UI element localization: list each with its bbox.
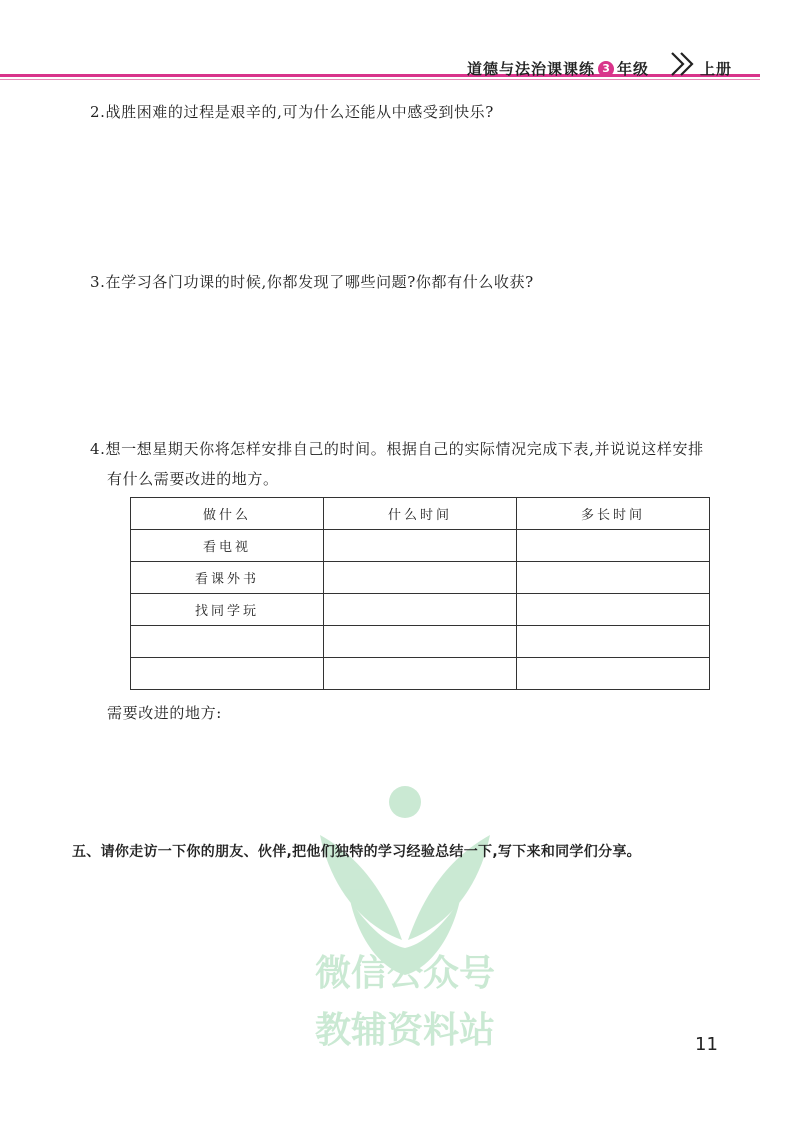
- table-row: [131, 562, 710, 594]
- header-cell-duration: 多长时间: [517, 498, 710, 530]
- table-row: [131, 594, 710, 626]
- table-row: [131, 658, 710, 690]
- time-cell[interactable]: [324, 594, 517, 626]
- question-4-line2: 有什么需要改进的地方。: [107, 470, 279, 488]
- header-cell-when: 什么时间: [324, 498, 517, 530]
- duration-cell[interactable]: [517, 594, 710, 626]
- header-cell-what: 做什么: [131, 498, 324, 530]
- header-rule-thin: [0, 79, 760, 80]
- grade-label: 年级: [617, 60, 650, 78]
- activity-cell: 看电视: [131, 530, 324, 562]
- table-header-row: [131, 498, 710, 530]
- volume-label: 上册: [700, 60, 733, 78]
- duration-cell[interactable]: [517, 658, 710, 690]
- watermark-logo: [290, 780, 520, 1060]
- question-2: 2.战胜困难的过程是艰辛的,可为什么还能从中感受到快乐?: [90, 103, 494, 121]
- page-number: 11: [695, 1034, 718, 1055]
- time-cell[interactable]: [324, 562, 517, 594]
- double-chevron-icon: [669, 49, 697, 79]
- duration-cell[interactable]: [517, 530, 710, 562]
- duration-cell[interactable]: [517, 562, 710, 594]
- activity-cell: 找同学玩: [131, 594, 324, 626]
- table-row: [131, 530, 710, 562]
- book-title: 道德与法治课课练: [467, 60, 596, 78]
- question-3: 3.在学习各门功课的时候,你都发现了哪些问题?你都有什么收获?: [90, 273, 534, 291]
- grade-number-badge: 3: [598, 61, 614, 77]
- header-title: [467, 58, 649, 79]
- duration-cell[interactable]: [517, 626, 710, 658]
- watermark-line1: 微信公众号: [314, 953, 496, 994]
- activity-cell[interactable]: [131, 658, 324, 690]
- activity-cell: 看课外书: [131, 562, 324, 594]
- time-cell[interactable]: [324, 658, 517, 690]
- table-row: [131, 626, 710, 658]
- schedule-table: [130, 497, 710, 690]
- watermark-line2: 教辅资料站: [314, 1010, 496, 1051]
- question-4: 4.想一想星期天你将怎样安排自己的时间。根据自己的实际情况完成下表,并说说这样安排: [90, 440, 704, 458]
- time-cell[interactable]: [324, 530, 517, 562]
- section-5-prompt: 五、请你走访一下你的朋友、伙伴,把他们独特的学习经验总结一下,写下来和同学们分享。: [72, 844, 641, 860]
- improve-label: 需要改进的地方:: [107, 704, 222, 722]
- activity-cell[interactable]: [131, 626, 324, 658]
- time-cell[interactable]: [324, 626, 517, 658]
